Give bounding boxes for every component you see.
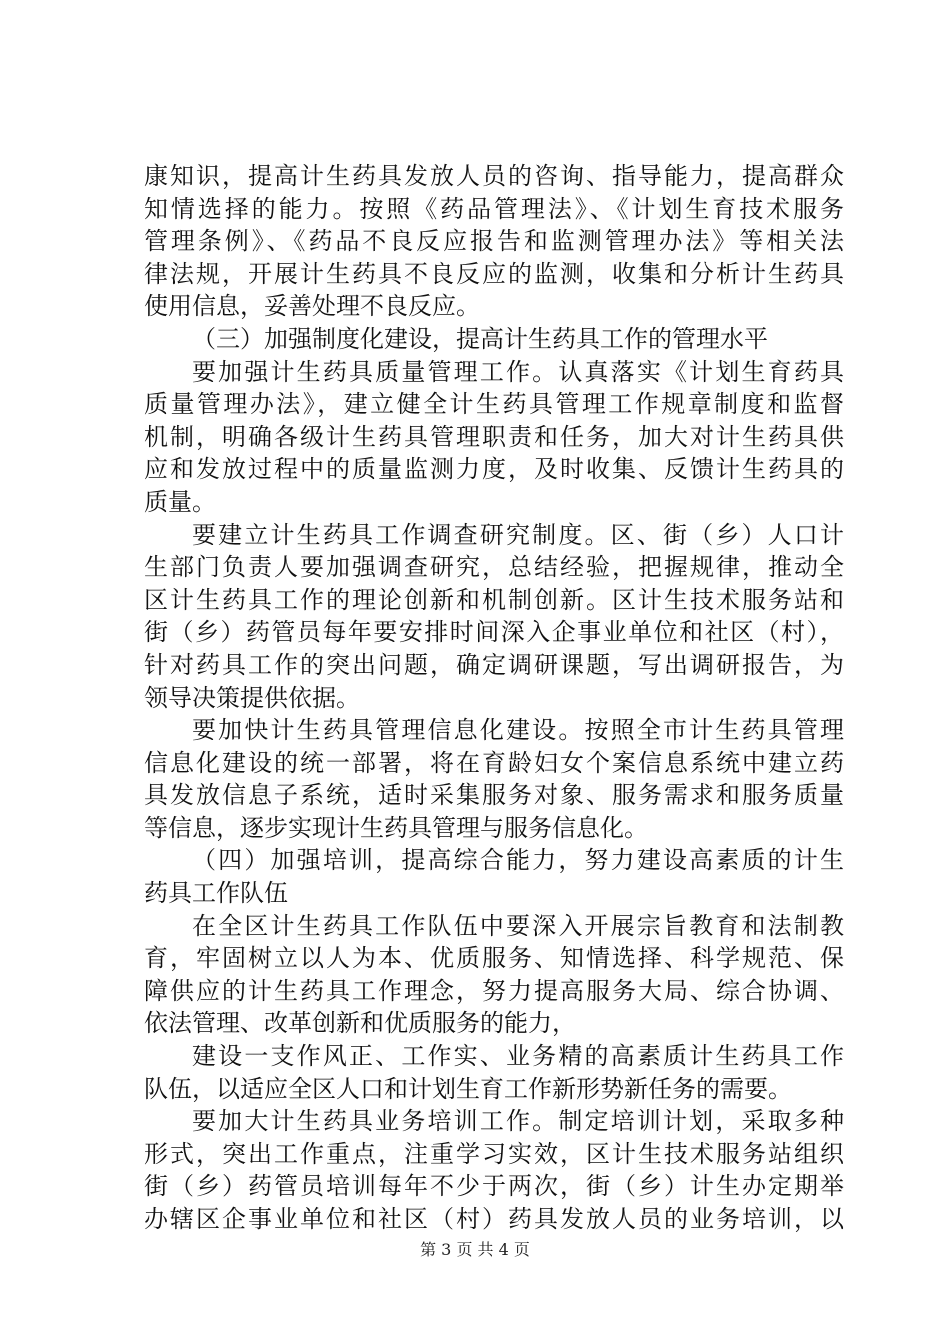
text-line: 区计生药具工作的理论创新和机制创新。区计生技术服务站和	[144, 585, 844, 614]
text-line: （四）加强培训，提高综合能力，努力建设高素质的计生	[192, 846, 844, 875]
text-line: 领导决策提供依据。	[144, 683, 360, 712]
text-line: 管理条例》、《药品不良反应报告和监测管理办法》等相关法	[144, 227, 844, 256]
text-line: 针对药具工作的突出问题，确定调研课题，写出调研报告，为	[144, 650, 844, 679]
text-line: （三）加强制度化建设，提高计生药具工作的管理水平	[192, 324, 768, 353]
text-line: 具发放信息子系统，适时采集服务对象、服务需求和服务质量	[144, 781, 844, 810]
text-line: 育，牢固树立以人为本、优质服务、知情选择、科学规范、保	[144, 944, 844, 973]
text-line: 质量管理办法》，建立健全计生药具管理工作规章制度和监督	[144, 390, 844, 419]
text-line: 建设一支作风正、工作实、业务精的高素质计生药具工作	[192, 1042, 844, 1071]
text-line: 队伍，以适应全区人口和计划生育工作新形势新任务的需要。	[144, 1074, 792, 1103]
text-line: 信息化建设的统一部署，将在育龄妇女个案信息系统中建立药	[144, 748, 844, 777]
text-line: 障供应的计生药具工作理念，努力提高服务大局、综合协调、	[144, 976, 844, 1005]
text-line: 街（乡）药管员培训每年不少于两次，街（乡）计生办定期举	[144, 1172, 844, 1201]
text-line: 要加大计生药具业务培训工作。制定培训计划，采取多种	[192, 1107, 844, 1136]
body-text	[144, 160, 844, 1236]
text-line: 办辖区企事业单位和社区（村）药具发放人员的业务培训，以	[144, 1205, 844, 1233]
text-line: 要加快计生药具管理信息化建设。按照全市计生药具管理	[192, 716, 844, 745]
text-line: 要建立计生药具工作调查研究制度。区、街（乡）人口计	[192, 520, 844, 549]
text-line: 依法管理、改革创新和优质服务的能力，	[144, 1009, 576, 1038]
text-line: 形式，突出工作重点，注重学习实效，区计生技术服务站组织	[144, 1139, 844, 1168]
text-line: 街（乡）药管员每年要安排时间深入企事业单位和社区（村），	[144, 618, 844, 647]
text-line: 使用信息，妥善处理不良反应。	[144, 292, 480, 321]
text-line: 应和发放过程中的质量监测力度，及时收集、反馈计生药具的	[144, 455, 844, 484]
text-line: 律法规，开展计生药具不良反应的监测，收集和分析计生药具	[144, 259, 844, 288]
text-line: 知情选择的能力。按照《药品管理法》、《计划生育技术服务	[144, 194, 844, 223]
text-line: 质量。	[144, 487, 216, 516]
text-line: 在全区计生药具工作队伍中要深入开展宗旨教育和法制教	[192, 911, 844, 940]
text-line: 药具工作队伍	[144, 879, 288, 908]
text-line: 康知识，提高计生药具发放人员的咨询、指导能力，提高群众	[144, 162, 844, 190]
text-line: 机制，明确各级计生药具管理职责和任务，加大对计生药具供	[144, 422, 844, 451]
page-footer: 第 3 页 共 4 页	[420, 1240, 530, 1259]
text-line: 等信息，逐步实现计生药具管理与服务信息化。	[144, 813, 648, 842]
text-line: 生部门负责人要加强调查研究，总结经验，把握规律，推动全	[144, 553, 844, 582]
text-line: 要加强计生药具质量管理工作。认真落实《计划生育药具	[192, 357, 844, 386]
